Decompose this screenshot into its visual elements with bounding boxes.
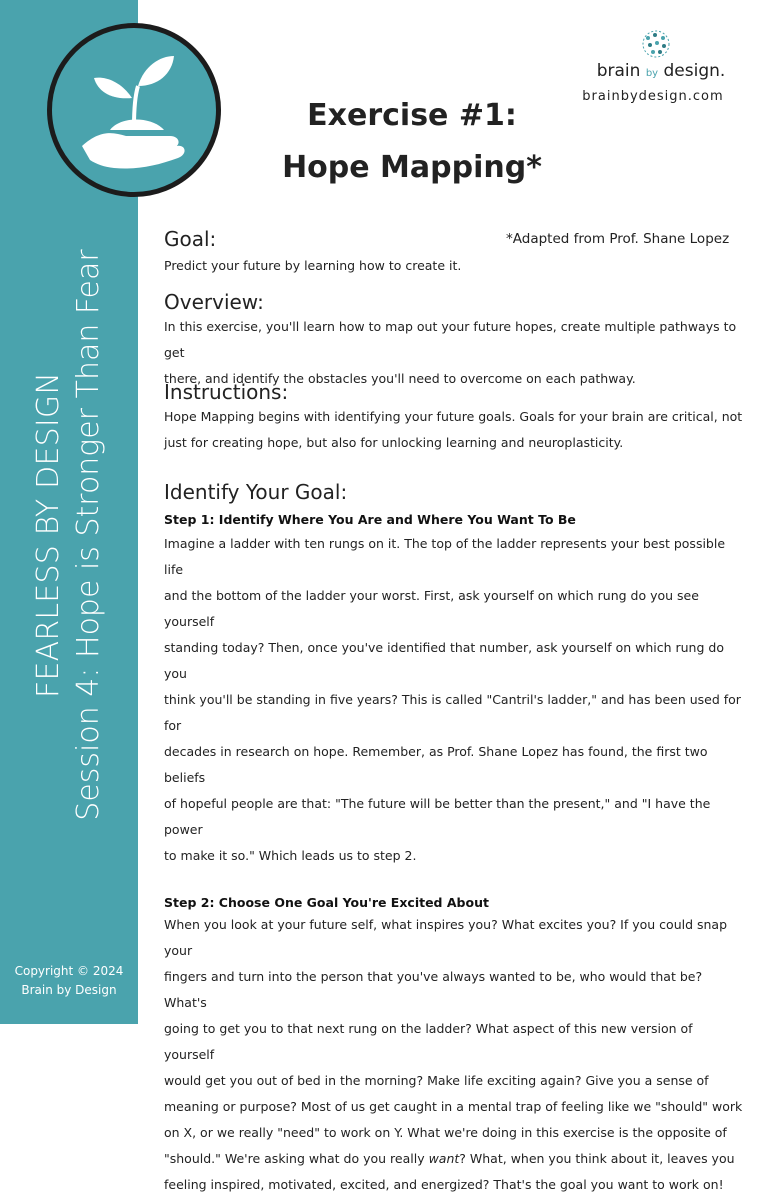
sprout-badge (47, 23, 221, 197)
session-title: Session 4: Hope is Stronger Than Fear (71, 249, 106, 821)
step2-line (164, 1146, 744, 1172)
step1-title: Step 1: Identify Where You Are and Where You Want To Be (164, 512, 576, 527)
course-title: FEARLESS BY DESIGN (31, 372, 66, 698)
brain-dots-icon (638, 28, 674, 60)
step2-line: meaning or purpose? Most of us get caught in a mental trap of feeling like we "should" work (164, 1099, 743, 1114)
title-line-1: Exercise #1: (307, 98, 517, 133)
step1-line: standing today? Then, once you've identified that number, ask yourself on which rung do you (164, 640, 724, 681)
overview-line: there, and identify the obstacles you'll need to overcome on each pathway. (164, 371, 636, 386)
brand-word-design: design. (663, 61, 726, 81)
adapted-note: *Adapted from Prof. Shane Lopez (506, 231, 730, 247)
copyright (0, 962, 138, 1000)
overview-section (164, 290, 744, 392)
step1-line: and the bottom of the ladder your worst. First, ask yourself on which rung do you see yourself (164, 588, 699, 629)
page-title (262, 90, 562, 194)
copyright-owner: Brain by Design (21, 983, 117, 997)
step1-line: Imagine a ladder with ten rungs on it. The top of the ladder represents your best possible life (164, 536, 726, 577)
instructions-line: Hope Mapping begins with identifying your future goals. Goals for your brain are critical, not (164, 409, 743, 424)
step2-line: fingers and turn into the person that you've always wanted to be, who would that be? What's (164, 969, 703, 1010)
brand-word-brain: brain (596, 61, 641, 81)
step2-title: Step 2: Choose One Goal You're Excited About (164, 895, 489, 910)
instructions-heading: Instructions: (164, 380, 289, 404)
goal-heading: Goal: (164, 227, 217, 251)
goal-text: Predict your future by learning how to create it. (164, 258, 462, 273)
overview-line: In this exercise, you'll learn how to map out your future hopes, create multiple pathways to get (164, 319, 737, 360)
instructions-section (164, 380, 744, 456)
step1-line: to make it so." Which leads us to step 2. (164, 848, 417, 863)
sprout-hand-icon (52, 28, 216, 192)
goal-section (164, 227, 744, 279)
step1-line: decades in research on hope. Remember, as Prof. Shane Lopez has found, the first two beliefs (164, 744, 708, 785)
brand-logo (596, 28, 736, 86)
step2-line: going to get you to that next rung on the ladder? What aspect of this new version of yourself (164, 1021, 693, 1062)
brand-wordmark (596, 61, 726, 81)
step2-line: feeling inspired, motivated, excited, and energized? That's the goal you want to work on! (164, 1177, 724, 1192)
identify-section (164, 480, 744, 1198)
step2-text: ? What, when you think about it, leaves you (459, 1151, 735, 1166)
step1-line: think you'll be standing in five years? This is called "Cantril's ladder," and has been used for for (164, 692, 741, 733)
step1-line: of hopeful people are that: "The future will be better than the present," and "I have the power (164, 796, 711, 837)
sidebar-title (29, 215, 109, 855)
brand-word-by: by (645, 68, 659, 79)
step2-text: "should." We're asking what do you really (164, 1151, 429, 1166)
copyright-line: Copyright © 2024 (14, 964, 124, 978)
step2-line: When you look at your future self, what inspires you? What excites you? If you could snap your (164, 917, 728, 958)
instructions-line: just for creating hope, but also for unlocking learning and neuroplasticity. (164, 435, 624, 450)
title-line-2: Hope Mapping* (282, 150, 542, 185)
overview-heading: Overview: (164, 290, 264, 314)
step2-line: on X, or we really "need" to work on Y. What we're doing in this exercise is the opposite of (164, 1125, 727, 1140)
identify-heading: Identify Your Goal: (164, 480, 348, 504)
step2-line: would get you out of bed in the morning? Make life exciting again? Give you a sense of (164, 1073, 709, 1088)
website-url: brainbydesign.com (582, 89, 724, 104)
step2-emphasis: want (428, 1151, 460, 1166)
